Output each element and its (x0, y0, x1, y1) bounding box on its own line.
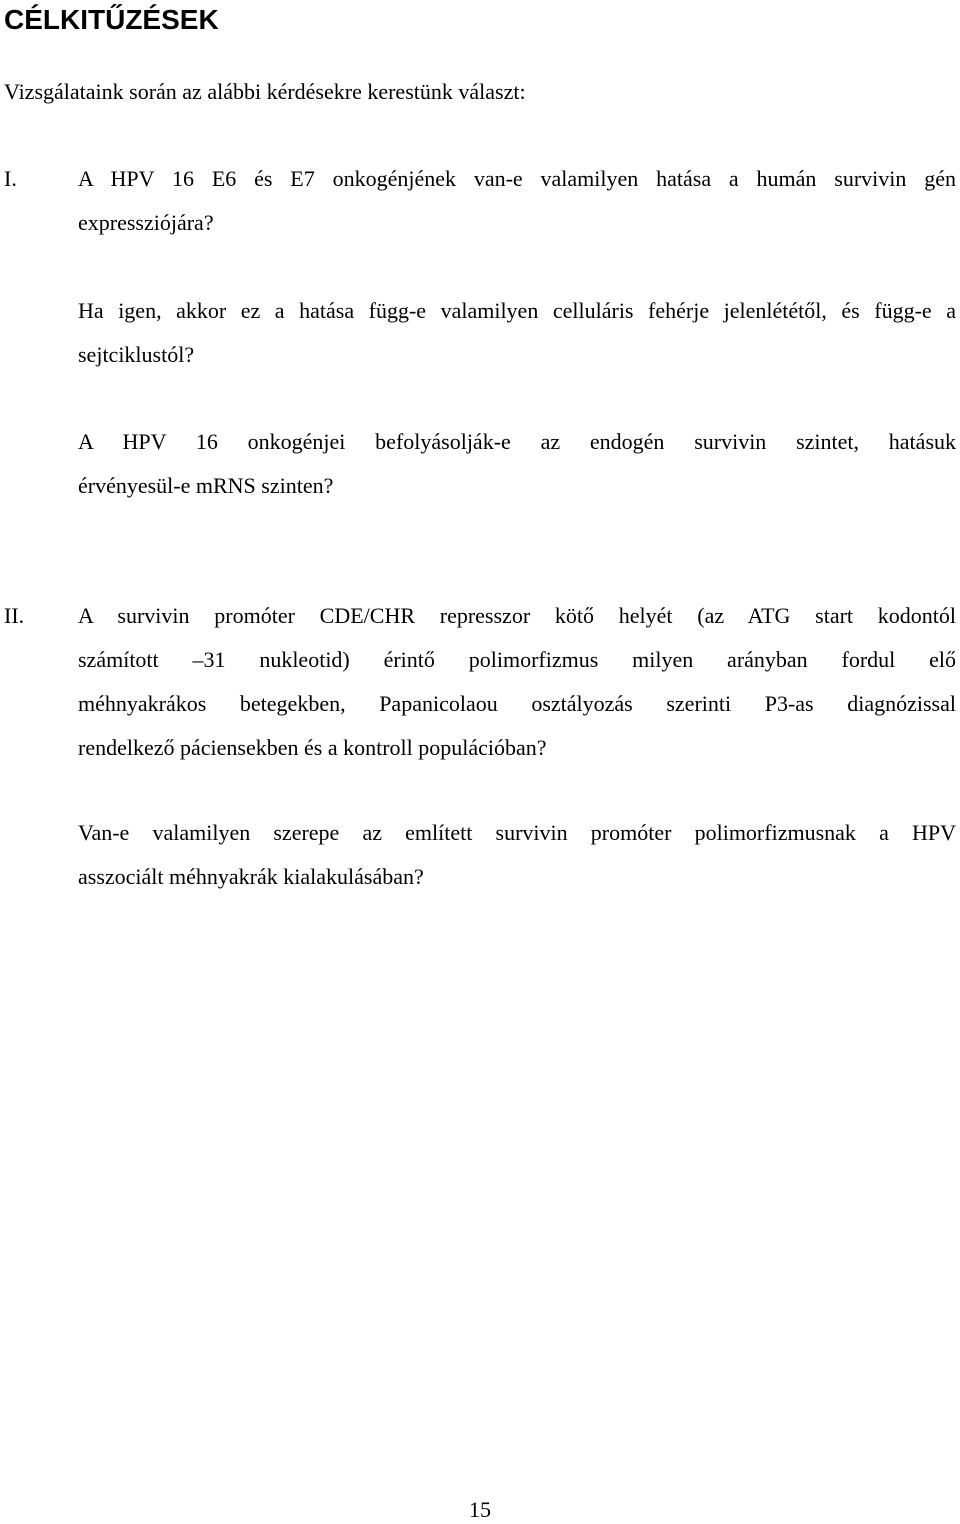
question-paragraph-2 (78, 289, 956, 377)
paragraph-line: méhnyakrákos betegekben, Papanicolaou osztályozás szerinti P3-as diagnózissal (78, 691, 956, 716)
paragraph-line: sejtciklustól? (78, 342, 195, 367)
question-paragraph-4 (78, 594, 956, 770)
paragraph-line: Van-e valamilyen szerepe az említett survivin promóter polimorfizmusnak a HPV (78, 820, 956, 845)
paragraph-line: érvényesül-e mRNS szinten? (78, 473, 334, 498)
section-marker-1: I. (4, 166, 17, 191)
question-paragraph-5 (78, 811, 956, 899)
paragraph-line: számított –31 nukleotid) érintő polimorfizmus milyen arányban fordul elő (78, 647, 956, 672)
paragraph-line: asszociált méhnyakrák kialakulásában? (78, 864, 424, 889)
page-title: CÉLKITŰZÉSEK (4, 4, 219, 35)
intro-text: Vizsgálataink során az alábbi kérdésekre kerestünk választ: (4, 79, 526, 104)
page-number: 15 (469, 1497, 491, 1522)
section-marker-2: II. (4, 603, 25, 628)
paragraph-line: A survivin promóter CDE/CHR represszor kötő helyét (az ATG start kodontól (78, 603, 956, 628)
paragraph-line: expressziójára? (78, 210, 214, 235)
paragraph-line: Ha igen, akkor ez a hatása függ-e valamilyen celluláris fehérje jelenlététől, és függ-e a (78, 298, 956, 323)
paragraph-line: A HPV 16 onkogénjei befolyásolják-e az endogén survivin szintet, hatásuk (78, 429, 956, 454)
question-paragraph-1 (78, 157, 956, 245)
paragraph-line: rendelkező páciensekben és a kontroll populációban? (78, 735, 547, 760)
paragraph-line: A HPV 16 E6 és E7 onkogénjének van-e valamilyen hatása a humán survivin gén (78, 166, 956, 191)
question-paragraph-3 (78, 420, 956, 508)
